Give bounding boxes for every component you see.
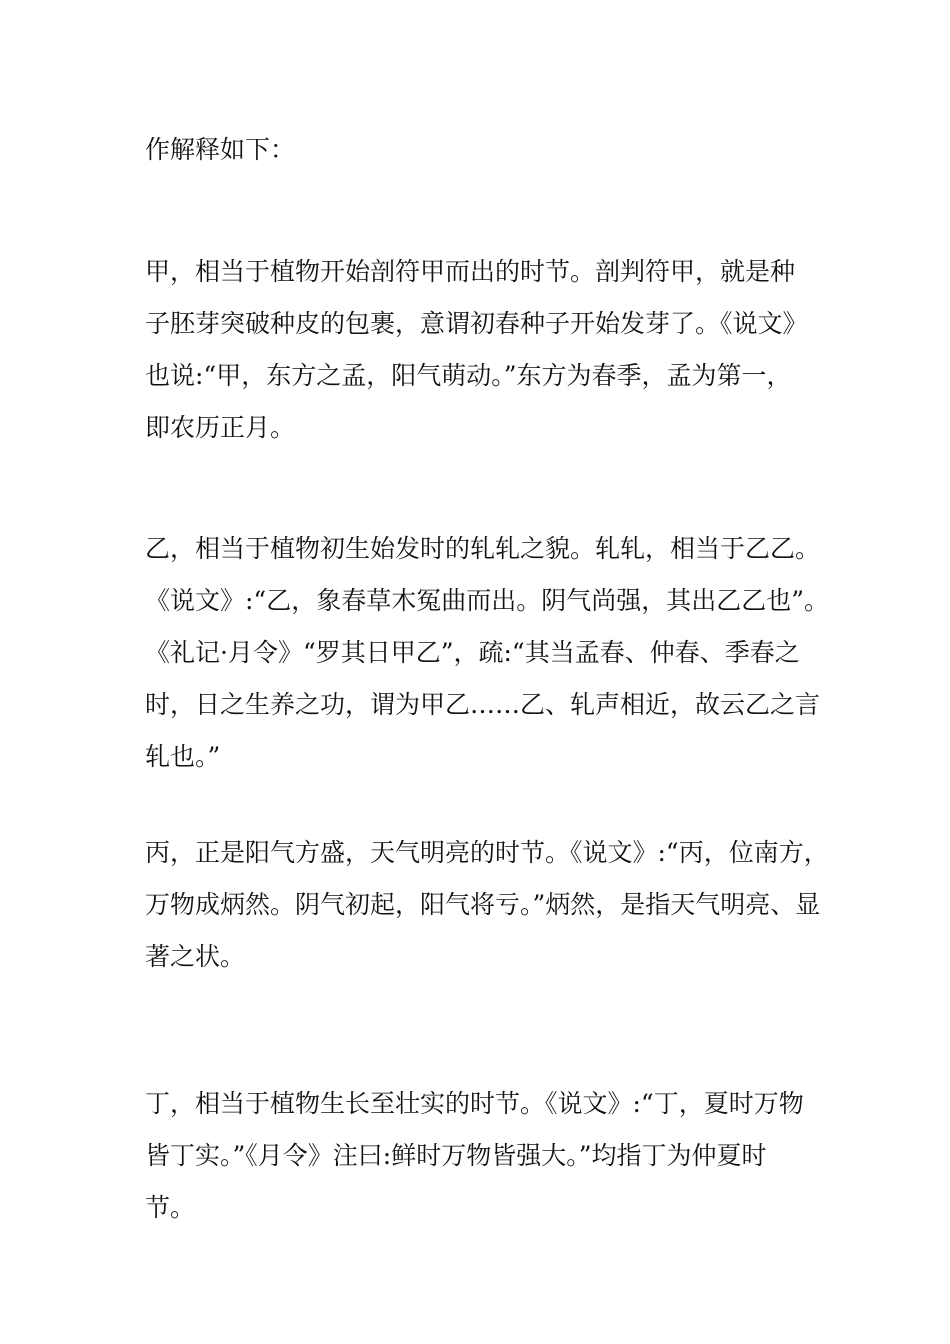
text-line: 《说文》:“乙，象春草木冤曲而出。阴气尚强，其出乙乙也”。 [145,586,829,615]
text-line: 万物成炳然。阴气初起，阳气将亏。”炳然，是指天气明亮、显 [145,890,821,919]
text-line: 丁，相当于植物生长至壮实的时节。《说文》:“丁，夏时万物 [145,1089,804,1118]
paragraph-bing [145,827,829,983]
text-line: 轧也。” [145,742,221,771]
text-line: 丙，正是阳气方盛，天气明亮的时节。《说文》:“丙，位南方， [145,838,829,867]
text-line: 甲，相当于植物开始剖符甲而出的时节。剖判符甲，就是种 [145,257,796,286]
text-line: 时，日之生养之功，谓为甲乙……乙、轧声相近，故云乙之言 [145,690,821,719]
paragraph-ding [145,1078,810,1234]
paragraph-yi [145,523,829,783]
text-line: 乙，相当于植物初生始发时的轧轧之貌。轧轧，相当于乙乙。 [145,534,821,563]
text-line: 节。 [145,1193,196,1222]
text-line: 作解释如下： [145,135,296,164]
text-line: 即农历正月。 [145,413,296,442]
text-line: 子胚芽突破种皮的包裹，意谓初春种子开始发芽了。《说文》 [145,309,808,338]
text-line: 《礼记·月令》“罗其日甲乙”，疏:“其当孟春、仲春、季春之 [145,638,800,667]
intro-line [145,124,810,176]
text-line: 也说:“甲，东方之孟，阳气萌动。”东方为春季，孟为第一， [145,361,792,390]
paragraph-jia [145,246,810,454]
text-line: 著之状。 [145,942,246,971]
text-line: 皆丁实。”《月令》注曰:鲜时万物皆强大。”均指丁为仲夏时 [145,1141,767,1170]
